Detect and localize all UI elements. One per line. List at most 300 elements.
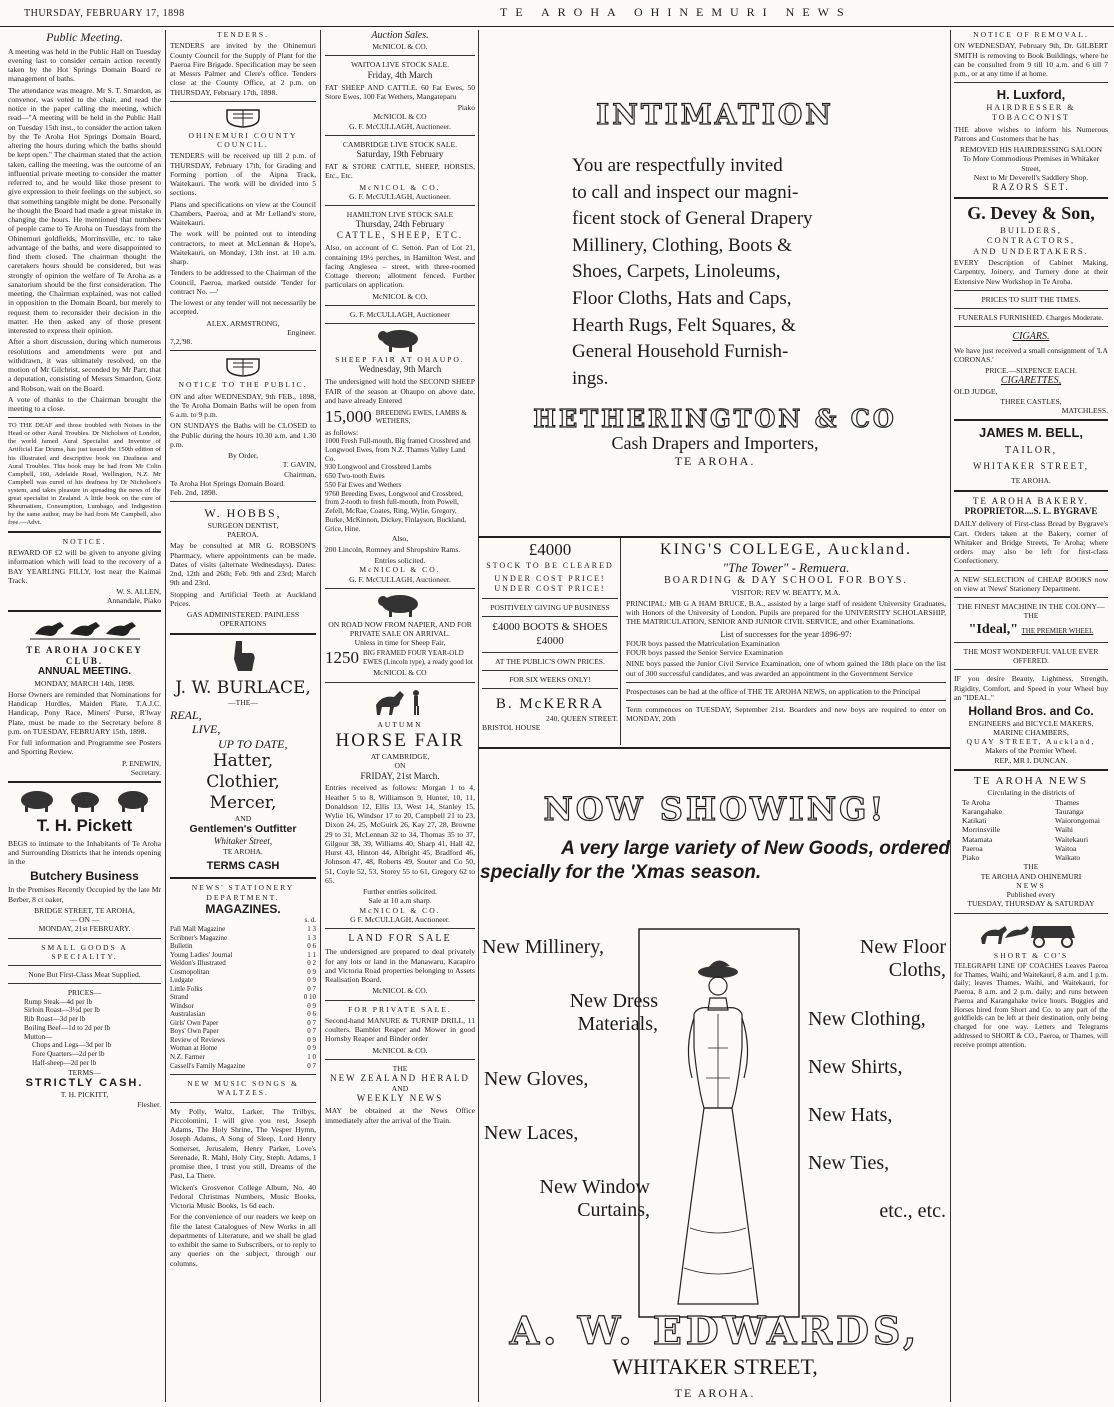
edwards-town: TE AROHA. [674,1386,756,1400]
column-2 [170,30,316,1402]
devey-name: G. Devey & Son, [967,203,1095,224]
magazine-row [170,976,316,985]
books-notice: A NEW SELECTION of CHEAP BOOKS now on view at 'News' Stationery Department. [954,574,1108,593]
council-title: OHINEMURI COUNTY COUNCIL. [188,130,298,149]
goods-item: New Shirts, [808,1056,903,1078]
meeting-paragraph: After a short discussion, during which numerous resolutions and amendments were put and withdrawn, it was ultimately resolved, on the motion of Mr Gilchrist, seconded by Mr Parr, that a deputation, consisting of Messrs Smardon, Gotz and Robson, wait on the Board. [8,337,161,393]
livestock-icon [15,787,155,813]
dentist-gas: GAS ADMINISTERED. PAINLESS OPERATIONS [186,610,300,629]
magazine-title: Woman at Home [170,1044,218,1053]
mckerras-amount: £4000 [528,540,572,559]
district-name: Tauranga [1055,806,1084,816]
music-body: For the convenience of our readers we keep on file the latest Catalogues of New Works in all departments of Literature, and we shall be glad to exhibit the same to Subscribers, or to reply to any queries on the subject, through our columns. [170,1212,316,1268]
auctioneer-name: G. F. McCULLAGH, Auctioneer. [349,191,451,201]
variety-line: A very large variety of New Goods, ordered [561,838,950,859]
burlace-mercer: Mercer, [209,792,277,813]
luxford-body: THE above wishes to inform his Numerous Patrons and Customers that he has [954,124,1108,143]
music-body: Wicken's Grosvenor College Album, No. 40 Fedoral Christmas Numbers, Music Books, Victoria Music Books, 1s 6d each. [170,1182,316,1211]
district-list [954,798,1108,863]
mckerras-under: UNDER COST PRICE! [494,584,606,594]
mcnicol-name: McNICOL & CO. [372,42,428,52]
magazine-price: 0 7 [307,1018,316,1027]
butcher-on: — ON — [69,915,100,925]
goods-item: New Gloves, [484,1068,589,1090]
jockey-meeting: ANNUAL MEETING. [37,666,132,678]
luxford-to: To More Commodious Premises in Whitaker Street, [962,154,1100,173]
coat-of-arms-icon [223,106,263,128]
hamilton-date: Thursday, 24th February [355,219,445,230]
cambridge-body: FAT & STORE CATTLE, SHEEP, HORSES, Etc., Etc. [325,162,475,181]
meeting-paragraph: The attendance was meagre. Mr S. T. Smardon, as convenor, was voted to the chair, and read the notice in the paper calling the meeting, which read—"A meeting will be held in the Public Hall on Tuesday 15th inst., to consider the action taken by the Te Aroha Hot Springs Domain Board, altering the hours during which the baths should be kept open." The chairman stated that the action taken, calling the meeting, was the outcome of an influential private meeting to consider the matter referred to, and he would like those present to give expression to their feelings on the subject, so that something tangible might be done. Personally he thought the Board had made a great mistake in changing the hours. He mentioned that numbers of people came to Te Aroha on Tuesdays from the Ohinemuri goldfields, Morrinsville, etc. to take advantage of the baths, and were disappointed to find them closed. The chairman thought the caretakers hours should be considered, but was strongly of opinion the welfare of Te Aroha as a sanatorium should be the first consideration. The meeting, the Chairman explained, was not called in opposition to the Domain Board, but merely to request them to reconsider their decision in the matter. He then asked any of those present interested to express their opinion. [8,85,161,336]
district-name: Morrinsville [962,825,1000,835]
goods-item: New Laces, [484,1122,579,1144]
district-name: Katikati [962,816,987,826]
cigarettes-brand: THREE CASTLES, [1000,396,1062,406]
music-title: NEW MUSIC SONGS & WALTZES. [187,1079,299,1098]
district-name: Thames [1055,797,1080,807]
price-item: Rump Steak—4d per lb [24,997,93,1006]
magazine-price: 0 7 [307,1027,316,1036]
magazine-price: 0 9 [307,1001,316,1010]
hamilton-body: Also, on account of C. Setton. Part of Lot 21, containing 19½ perches, in Hamilton West, and facing Anglesea – street, with three-roomed Cottage thereon; allotment fenced. Further particulars on application. [325,243,475,290]
column-rule [950,30,951,1402]
drapery-line: ficent stock of General Drapery [572,208,813,230]
magazine-row [170,1010,316,1019]
luxford-name: H. Luxford, [996,87,1066,103]
kings-college-title: KING'S COLLEGE, Auckland. [660,541,912,558]
ohaupo-list-item: 9760 Breeding Ewes, Longwool and Crossbred, from 2-tooth to fresh full-mouth, from Powell, Zefell, McRae, Coates, Ring, Wylie, Gregory, Burke, McKinnon, Dickey, Finlayson, Buckland, Grice, Hine. [325,489,467,533]
drapery-line: Millinery, Clothing, Boots & [572,234,792,256]
district-name: Paeroa [962,843,983,853]
magazine-row [170,951,316,960]
racehorses-icon [30,616,140,642]
district-name: Karangahake [962,806,1003,816]
ideal-brand: "Ideal," [968,621,1019,637]
cigars-price: PRICE.—SIXPENCE EACH. [985,366,1077,376]
waitoa-body: FAT SHEEP AND CATTLE. 60 Fat Ewes, 50 Store Ewes, 100 Fat Wethers, Mangateparu [325,82,475,101]
cigarettes-brand: OLD JUDGE, [954,387,998,397]
notice-body: REWARD OF £2 will be given to anyone giving information which will lead to the recovery of a BAY YEARLING FILLY, lost near the Kaimai Track. [8,548,161,585]
burlace-name: J. W. BURLACE, [175,677,311,698]
magazine-price: 1 3 [307,933,316,942]
magazine-title: Review of Reviews [170,1035,225,1044]
luxford-razors: RAZORS SET. [992,182,1070,193]
coach-title: SHORT & CO'S [993,950,1069,960]
jockey-body: For full information and Programme see Posters and Sporting Review. [8,738,161,757]
price-item: Fore Quarters—2d per lb [32,1050,105,1059]
kings-college-principal: PRINCIPAL: MR G A HAM BRUCE, B.A., assisted by a large staff of resident University Graduates, with Honors of the University of London. Pupils are prepared for the UNIVERSITY SCHOLARSHIP, THE MATRICULATION, SENIOR AND JUNIOR CIVIL SERVICE, and other Examinations. [626,598,946,627]
magazine-price: 0 2 [307,959,316,968]
horse-entries: Entries received as follows: Morgan 1 to 4, Heather 5 to 8, Williamson 9, Hunter, 10, 11, Donaldson 12, Ellis 13, West 14, Stanley 15, Wylie 16, Windsor 17 to 20, Campbell 21 to 23, Dixon 24, 25, McGuirk 26, Kay 27, 28, Browne 29 to 31, McLennan 32 to 34, Thomas 35 to 37, Gilgour 38, 39, Williams 40, Sharp 41, Hall 42, Hurst 43, Hinton 44, Albright 45, Bradford 46, Johnson 47, 48, Roberts 49, Souter and Co 50, 51, Coyle 52, 53, Storey 55 to 61, Gregory 62 to 65. [325,783,475,885]
price-item: Chops and Legs—3d per lb [32,1041,112,1050]
deaf-advert: TO THE DEAF and those troubled with Noises in the Head or other Aural Troubles. Dr Nicholson of London, the world famed Aural Specialist and Inventor of Artificial Ear Drums, has just issued the 150th edition of his illustrated and descriptive book on Deafness and Aural Troubles. This book may be had from Mr Colin Campbell, 160, Adelaide Road, Wellington, N.Z. Mr Campbell was cured of his deafness by Dr Nicholson's system, and takes pleasure in spreading the news of the great specialist in Zealand. A little book on the cure of Rheumatism, Consumption, Lumbago, and Indigestion by the same author, may be had from Mr Campbell, also free.—Advt. [8,422,161,526]
masthead [0,0,1114,27]
tenders-body: TENDERS are invited by the Ohinemuri County Council for the Supply of Plant for the Paeroa Fire Brigade. Specification may be seen at Messrs Palmer and Clere's office. Tenders close at the County Office, at 2 p.m. on THURSDAY, February 17th, 1898. [170,41,316,97]
butcher-terms: TERMS— [68,1067,101,1077]
magazine-row [170,1019,316,1028]
horse-and-handler-icon [370,687,430,717]
public-notice-signature: Te Aroha Hot Springs Domain Board. [170,478,286,488]
council-date: 7,2,'98. [170,337,193,346]
ohaupo-list-item: 1000 Fresh Full-mouth, Big framed Crossbred and Longwool Ewes, from N.Z. Thames Valley Land Co. [325,437,471,463]
district-name: Te Aroha [962,797,990,807]
ideal-name [954,621,1108,638]
holland-name: Holland Bros. and Co. [968,704,1094,719]
horse-autumn: AUTUMN [377,719,423,729]
removal-body: ON WEDNESDAY, February 9th, Dr. GILBERT SMITH is removing to Book Buildings, where he can be consulted from 9 till 10 a.m. and 6 till 7 p.m., or at any time if at home. [954,41,1108,78]
council-body: TENDERS will be received up till 2 p.m. of THURSDAY, February 17th, for Grading and Forming portion of the Aipna Track, Waitekauri. The work will be divided into 5 sections. [170,151,316,198]
notice-signature: W. S. ALLEN, [116,587,161,597]
news-the: THE [1023,862,1039,872]
pointing-hand-icon [228,639,258,675]
column-3 [325,30,475,1402]
burlace-terms: TERMS CASH [206,859,280,872]
magazine-row [170,968,316,977]
mckerras-under: UNDER COST PRICE! [494,574,606,584]
ohaupo-list-item: 550 Fat Ewes and Wethers [325,480,402,489]
auction-title: Auction Sales. [371,30,429,41]
drapery-line: to call and inspect our magni- [572,181,799,203]
hetherington-name: HETHERINGTON & CO [533,404,897,434]
burlace-town: TE AROHA. [223,846,263,856]
magazine-price: 0 6 [307,942,316,951]
district-name: Matamata [962,834,993,844]
waitoa-date: Friday, 4th March [367,69,433,80]
ohaupo-breed: BREEDING EWES, LAMBS & WETHERS, [375,408,467,426]
magazine-title: Girls' Own Paper [170,1018,219,1027]
magazine-price: 0 6 [307,1010,316,1019]
mckerras-boots: £4000 BOOTS & SHOES £4000 [492,621,608,647]
goods-item: New Ties, [808,1152,890,1174]
bell-trade: TAILOR, [1004,445,1058,457]
tenders-title: TENDERS. [216,30,270,39]
music-body: My Polly, Waltz, Larker, The Trilbys, Piccolomini, I will give you rest, Joseph Adams, The Holy Shrine, The Vesper Hymn, Joseph Adams, A Song of Sleep, Lord Henry Somerset, Jerusalem, Henry Parker, Love's Serenade, R. Mahl, Holy City, Steph. Adams, I promise thee, I trust you still, Dreams of the Past, La There. [170,1106,316,1181]
column-rule [320,30,321,1402]
magazine-row [170,925,316,934]
butcher-prices: PRICES— [67,988,102,998]
district-name: Waitekauri [1055,834,1089,844]
magazine-title: Cassell's Family Magazine [170,1061,246,1070]
cigars-title: CIGARS. [1012,331,1050,343]
paper-title: TE AROHA OHINEMURI NEWS [500,5,852,19]
holland-makers: Makers of the Premier Wheel. [985,746,1077,756]
mcnicol-name: McNICOL & CO. [372,291,428,301]
kings-college-success: NINE boys passed the Junior Civil Service Examination, one of whom gained the 18th place on the list out of 300 successful candidates, and was awarded an appointment in the Government Service [626,659,946,678]
notice-signature: Annandale, Piako [107,596,161,606]
goods-item: New Hats, [808,1104,893,1126]
meeting-title: Public Meeting. [46,30,123,44]
kings-college-term: Term commences on TUESDAY, September 21st. Boarders and new boys are required to enter on MONDAY, 20th [626,705,946,724]
napier-body: Unless in time for Sheep Fair, [354,638,446,648]
price-item: Boiling Beef—1d to 2d per lb [24,1023,111,1032]
ohaupo-rams: 200 Lincoln, Romney and Shropshire Rams. [325,544,461,554]
hetherington-advert [480,30,950,535]
public-notice-signature: Chairman, [284,469,316,479]
news-days: TUESDAY, THURSDAY & SATURDAY [967,899,1095,909]
mcnicol-name: McNICOL & CO [373,112,427,122]
butcher-business: Butchery Business [30,868,139,883]
district-name: Waitoa [1055,843,1077,853]
magazine-row [170,934,316,943]
holland-quay: QUAY STREET, Auckland, [966,737,1096,747]
kings-college-list-title: List of successes for the year 1896-97: [720,628,852,639]
butcher-day: MONDAY, 21st FEBRUARY. [38,924,131,934]
column-rule [478,30,479,1402]
mcnicol-name: McNICOL & CO. [359,565,441,575]
ohaupo-list-item: 930 Longwool and Crossbred Lambs [325,463,432,472]
kings-college-boarding: BOARDING & DAY SCHOOL FOR BOYS. [664,575,908,587]
dentist-name: W. HOBBS, [204,506,282,521]
magazine-row [170,1002,316,1011]
magazine-row [170,1036,316,1045]
drapery-text [572,153,950,392]
hamilton-body: CATTLE, SHEEP, ETC. [336,230,464,241]
jockey-date: MONDAY, MARCH 14th, 1898. [34,678,135,688]
cigars-body: We have just received a small consignment of 'LA CORONAS.' [954,345,1108,364]
magazine-title: Weldon's Illustrated [170,959,226,968]
magazine-title: Pall Mall Magazine [170,925,226,934]
horse-at: AT CAMBRIDGE, [370,752,430,762]
district-name: Waihi [1055,825,1073,835]
mcnicol-name: McNICOL & CO. [372,986,428,996]
ohaupo-title: SHEEP FAIR AT OHAUPO. [335,355,465,365]
ohaupo-number: 15,000 [325,407,372,427]
magazine-price: 1 3 [307,925,316,934]
magazine-row [170,959,316,968]
ideal-desire: IF you desire Beauty, Lightness, Strength, Rigidity, Comfort, and Speed in your Wheel buy an "IDEAL." [954,674,1108,702]
ohaupo-entries: Entries solicited. [374,556,426,566]
drapery-line: ings. [572,367,609,389]
devey-trade: AND UNDERTAKERS. [973,245,1089,256]
kings-college-advert [626,540,946,745]
stagecoach-icon [971,918,1091,948]
hetherington-town: TE AROHA. [674,454,756,469]
stationery-title: NEWS' STATIONERY DEPARTMENT. [191,883,295,902]
magazine-list [170,925,316,1070]
district-name: Waiorongomai [1055,816,1100,826]
column-1 [8,30,161,1402]
magazine-price: 0 9 [307,1044,316,1053]
now-showing-heading: NOW SHOWING! [543,790,887,828]
magazine-row [170,1053,316,1062]
napier-title: ON ROAD NOW FROM NAPIER, AND FOR PRIVATE SALE ON ARRIVAL. [328,619,472,639]
dentist-body: May be consulted at MR G. ROBSON'S Pharmacy, where appointments can be made. Dates of visits (alternate Wednesdays). Dates: 2nd, 12th and 26th; Feb. 9th and 23rd; March 9th and 23rd. [170,541,316,588]
butcher-name: T. H. Pickett [36,816,133,836]
goods-item: New Window Curtains, [539,1176,650,1221]
lady-fashion-illustration [638,928,800,1318]
sheep-icon [375,328,425,352]
herald-name: NEW ZEALAND HERALD [330,1073,470,1084]
sheep-icon [375,593,425,617]
ohaupo-list-item: 650 Two-tooth Ewes [325,472,385,481]
burlace-clothier: Clothier, [206,772,280,793]
ideal-finest: THE FINEST MACHINE IN THE COLONY—THE [957,602,1105,621]
public-notice-title: NOTICE TO THE PUBLIC. [178,380,308,390]
ohaupo-body: The undersigned will hold the SECOND SHEEP FAIR of the season at Ohaupo on above date, and have already Entered [325,377,475,405]
meeting-paragraph: A vote of thanks to the Chairman brought the meeting to a close. [8,394,161,414]
section-divider [478,747,950,749]
ideal-premier: THE PREMIER WHEEL [1021,626,1094,635]
magazine-price: 1 1 [307,950,316,959]
edwards-advert [480,750,950,1405]
price-item: Rib Roast—3d per lb [24,1015,86,1024]
cambridge-title: CAMBRIDGE LIVE STOCK SALE. [342,139,458,149]
shillings-header: s. [304,916,309,925]
ohaupo-list [325,437,475,534]
kings-college-prospectus: Prospectuses can be had at the office of THE TE AROHA NEWS, on application to the Principal [626,686,921,696]
waitoa-title: WAITOA LIVE STOCK SALE. [350,60,449,70]
column-5 [954,30,1108,1402]
private-sale-title: FOR PRIVATE SALE. [348,1004,452,1014]
kings-college-visitor: VISITOR: REV W. BEATTY, M.A. [731,587,841,597]
kings-college-success: FOUR boys passed the Senior Service Examination [626,648,783,658]
holland-chambers: MARINE CHAMBERS, [993,727,1069,737]
goods-item: New Floor Cloths, [859,936,946,981]
price-item: Mutton— [24,1032,53,1041]
magazine-price: 1 0 [307,1052,316,1061]
bell-street: WHITAKER STREET, [972,461,1090,472]
bakery-body: DAILY delivery of First-class Bread by Bygrave's Cart. Orders taken at the Bakery, corner of Whitaker and Bridge Streets, Te Aroha; where orders may also be left for first-class Confectionery. [954,519,1108,566]
burlace-gents: Gentlemen's Outfitter [189,822,297,835]
magazine-title: Bulletin [170,942,193,951]
ohaupo-date: Wednesday, 9th March [358,364,442,375]
burlace-hatter: Hatter, [212,751,274,772]
public-notice-signature: T. GAVIN, [282,460,316,470]
dentist-title: SURGEON DENTIST, [207,520,279,530]
butcher-first-class: None But First-Class Meat Supplied. [28,970,141,980]
napier-desc: BIG FRAMED FOUR YEAR-OLD EWES (Lincoln type), a ready good lot [363,649,473,666]
butcher-signature: Flesher. [137,1099,161,1109]
news-circulating: Circulating in the districts of [987,788,1075,798]
drapery-line: General Household Furnish- [572,341,789,363]
magazine-title: Windsor [170,1001,194,1010]
council-body: Tenders to be addressed to the Chairman of the Council, Paeroa, marked outside 'Tender for contract No. —' [170,268,316,296]
jockey-club-title: TE AROHA JOCKEY CLUB. [26,644,143,666]
coat-of-arms-icon [223,355,263,377]
district-name: Piako [962,853,980,863]
ohaupo-headline [325,407,475,428]
luxford-next: Next to Mr Deverell's Saddlery Shop. [973,172,1089,182]
butcher-small-goods: SMALL GOODS A SPECIALITY. [41,942,128,961]
magazine-title: Boys' Own Paper [170,1027,219,1036]
butcher-signature: T. H. PICKITT, [60,1090,109,1100]
removal-title: NOTICE OF REMOVAL. [973,30,1089,39]
column-rule [165,30,166,1402]
magazine-price: 0 9 [307,1035,316,1044]
goods-item: New Dress Materials, [569,990,658,1035]
auctioneer-name: G. F. McCULLAGH, Auctioneer. [349,574,451,584]
napier-number: 1250 [325,647,359,667]
burlace-street: Whitaker Street, [213,835,273,846]
magazine-price: 0 7 [307,1061,316,1070]
public-notice-body: ON SUNDAYS the Baths will be CLOSED to the Public during the hours 10.30 a.m. and 1.30 p.m. [170,421,316,449]
kings-college-success: FOUR boys passed the Matriculation Examination [626,638,780,648]
edwards-street: WHITAKER STREET, [612,1354,818,1379]
horse-on: ON [394,761,406,771]
magazine-row [170,985,316,994]
magazine-title: Little Folks [170,984,203,993]
goods-item: New Millinery, [482,936,605,958]
intimation-heading: INTIMATION [596,98,834,131]
devey-body: EVERY Description of Cabinet Making, Carpentry, Joinery, and Turnery done at their Extensive New Workshop in Te Aroha. [954,258,1108,286]
herald-and: AND [391,1084,409,1094]
magazine-row [170,993,316,1002]
hamilton-title: HAMILTON LIVE STOCK SALE [346,210,454,220]
burlace-and: AND [234,813,252,823]
mckerras-advert [482,540,618,745]
coach-body: TELEGRAPH LINE OF COACHES Leaves Paeroa for Thames, Waihi, and Waitekauri, 8 a.m. and 1 p.m. daily; leaves Thames, Waihi, and Waitekauri, for Paeroa, 8 a.m. and 2 p.m. daily; and runs between Paeroa and Karangahake twice hours. Buggies and Horses hired from Short and Co. to any part of the goldfields can be left at their destination, only being charged for one way. Letters and Telegrams addressed to SHORT & CO., Paeroa, or Thames, will receive prompt attention. [954,961,1108,1049]
drapery-line: Floor Cloths, Hats and Caps, [572,287,792,309]
devey-trade: BUILDERS, CONTRACTORS, [986,225,1076,246]
goods-item: New Clothing, [808,1008,926,1030]
drapery-line: You are respectfully invited [572,155,783,176]
horse-sale-time: Sale at 10 a.m sharp. [368,896,432,906]
magazine-title: N.Z. Farmer [170,1052,205,1061]
devey-prices: PRICES TO SUIT THE TIMES. [981,294,1081,304]
ohaupo-follows: as follows: [325,427,359,437]
mckerras-giving-up: POSITIVELY GIVING UP BUSINESS [490,602,610,612]
magazine-price: 0 9 [307,976,316,985]
horse-fair-title: HORSE FAIR [335,729,465,751]
auctioneer-name: G. F. McCULLAGH, Auctioneer [349,309,451,319]
public-notice-body: ON and after WEDNESDAY, 9th FEB., 1898, the Te Aroha Domain Baths will be open from 6 a.m. to 9 p.m. [170,391,316,419]
magazine-price: 0 7 [307,984,316,993]
mcnicol-name: McNICOL & CO [373,668,427,678]
holland-trade: ENGINEERS and BICYCLE MAKERS, [968,718,1094,728]
magazine-price: 0 9 [307,967,316,976]
mckerras-address: 240, QUEEN STREET. [546,713,618,723]
auctioneer-name: G F. McCULLAGH, Auctioneer. [350,914,450,924]
burlace-real: REAL, [170,707,202,722]
hetherington-subtitle: Cash Drapers and Importers, [611,433,819,454]
magazine-title: Strand [170,993,189,1002]
dentist-town: PAEROA. [227,530,259,540]
column-rule [620,538,621,745]
magazine-row [170,1027,316,1036]
mcnicol-name: McNICOL & CO. [359,905,441,915]
district-column [962,798,1002,863]
bakery-title: TE AROHA BAKERY. [972,495,1090,506]
butcher-cash: STRICTLY CASH. [25,1077,144,1090]
goods-item: etc., etc. [879,1200,946,1222]
mcnicol-name: McNICOL & CO. [372,1045,428,1055]
luxford-trade: HAIRDRESSER & TOBACCONIST [986,103,1076,122]
auctioneer-name: G. F. McCULLAGH, Auctioneer. [349,121,451,131]
drapery-line: Hearth Rugs, Felt Squares, & [572,314,796,336]
cambridge-date: Saturday, 19th February [356,149,444,160]
magazine-row [170,1044,316,1053]
news-news: NEWS [1016,880,1046,890]
holland-rep: REP., MR I. DUNCAN. [994,755,1068,765]
news-title: TE AROHA NEWS [974,774,1088,787]
herald-weekly: WEEKLY NEWS [356,1093,444,1104]
butcher-street: BRIDGE STREET, TE AROHA, [34,905,135,915]
ohaupo-also: Also, [391,533,409,543]
news-name: TE AROHA AND OHINEMURI [980,871,1082,881]
magazine-title: Cosmopolitan [170,967,210,976]
pence-header: d. [310,916,316,925]
cigarettes-title: CIGARETTES, [1000,375,1062,387]
burlace-live: LIVE, [192,722,221,737]
ideal-wonderful: THE MOST WONDERFUL VALUE EVER OFFERED. [963,646,1099,666]
cigarettes-brand: MATCHLESS. [1061,405,1108,415]
section-divider [478,536,950,538]
jockey-body: Horse Owners are reminded that Nominations for Handicap Hurdles, Maiden Plate, T.A.J.C. Handicap, Pony Race, Miners' Purse, R'lway Plate, must be made to the Secretary before 8 p.m. on TUESDAY, FEBRUARY 15th, 1898. [8,689,161,736]
mckerras-prices: AT THE PUBLIC'S OWN PRICES. [495,656,605,666]
price-list [8,998,161,1068]
magazine-title: Scribner's Magazine [170,933,228,942]
edwards-name: A. W. EDWARDS, [509,1308,921,1353]
